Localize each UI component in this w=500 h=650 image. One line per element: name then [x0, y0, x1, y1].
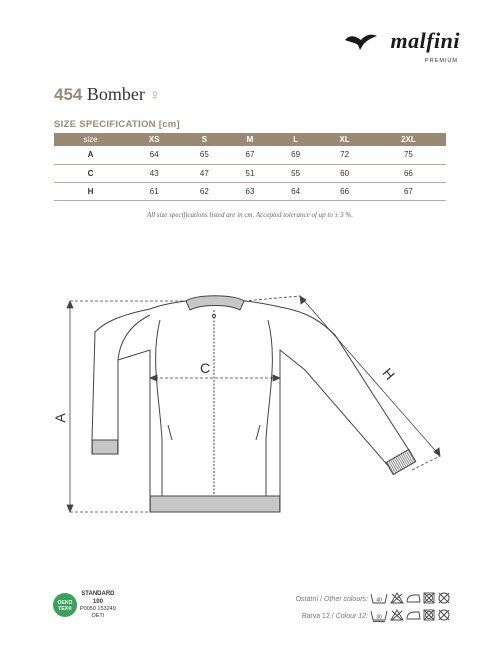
- care-symbols-colour-12: [370, 608, 460, 622]
- oeko-tex-badge-icon: [52, 592, 78, 618]
- table-cell: 43: [127, 164, 182, 182]
- colour-label-local: Ostatní: [295, 596, 319, 603]
- table-cell: 72: [318, 146, 370, 164]
- table-cell: A: [54, 146, 127, 164]
- table-row: [54, 164, 446, 182]
- header-cell: 2XL: [371, 133, 446, 146]
- oeko-standard-number: 100: [92, 598, 103, 605]
- oeko-certificate: P0050 153249: [80, 606, 116, 612]
- table-row: [54, 182, 446, 200]
- table-row: [54, 146, 446, 164]
- female-symbol-icon: ♀: [149, 88, 161, 104]
- bomber-jacket-drawing: [50, 285, 450, 525]
- tolerance-note: All size specifications listed are in cm. Accepted tolerance of up to ± 3 %.: [146, 211, 354, 219]
- table-cell: 64: [273, 182, 319, 200]
- iron-icon: [407, 595, 420, 602]
- header-cell: size: [54, 133, 127, 146]
- table-cell: 65: [182, 146, 228, 164]
- oeko-tex-text: [80, 591, 116, 620]
- table-cell: 64: [127, 146, 182, 164]
- table-header-row: [54, 133, 446, 146]
- colour-row-12: [302, 613, 368, 620]
- table-cell: 75: [371, 146, 446, 164]
- header-cell: M: [227, 133, 273, 146]
- care-symbols-other: [370, 591, 460, 605]
- oeko-institute: OETI: [91, 612, 105, 619]
- colour-label-local: Barva 12: [301, 613, 330, 620]
- table-cell: C: [54, 164, 127, 182]
- colour-label-en: Other colours:: [324, 596, 368, 603]
- colour-label-en: Colour 12:: [335, 613, 368, 620]
- bird-icon: [344, 30, 378, 52]
- svg-text:TEX®: TEX®: [58, 606, 72, 612]
- header-cell: XS: [127, 133, 182, 146]
- table-cell: 66: [371, 164, 446, 182]
- header-cell: XL: [318, 133, 370, 146]
- svg-text:OEKO: OEKO: [57, 600, 73, 606]
- wash-temp: 40: [376, 597, 382, 604]
- brand-logo: [340, 22, 460, 68]
- table-cell: 55: [273, 164, 319, 182]
- colour-label-separator: /: [318, 596, 325, 603]
- label-h: H: [379, 364, 399, 383]
- table-cell: 51: [227, 164, 273, 182]
- label-a: A: [52, 413, 68, 423]
- left-cuff-rib: [92, 440, 118, 454]
- brand-tagline: PREMIUM: [425, 58, 458, 64]
- table-cell: 67: [371, 182, 446, 200]
- table-cell: 61: [127, 182, 182, 200]
- colour-row-other: [296, 596, 368, 603]
- product-name: Bomber: [86, 84, 145, 104]
- table-cell: H: [54, 182, 127, 200]
- header-cell: L: [273, 133, 319, 146]
- size-table: [54, 133, 446, 201]
- wash-temp: 30: [376, 614, 382, 621]
- jacket-outline: [92, 301, 412, 500]
- table-cell: 66: [318, 182, 370, 200]
- product-code: 454: [54, 85, 83, 104]
- table-cell: 60: [318, 164, 370, 182]
- table-cell: 47: [182, 164, 228, 182]
- waistband-rib: [150, 496, 280, 512]
- size-spec-heading: SIZE SPECIFICATION [cm]: [54, 119, 181, 130]
- iron-icon: [407, 612, 420, 619]
- table-cell: 63: [227, 182, 273, 200]
- colour-label-separator: /: [329, 613, 336, 620]
- table-cell: 62: [182, 182, 228, 200]
- table-cell: 69: [273, 146, 319, 164]
- header-cell: S: [182, 133, 228, 146]
- brand-name: malfini: [390, 28, 460, 53]
- label-c: C: [199, 360, 211, 376]
- table-cell: 67: [227, 146, 273, 164]
- oeko-standard: STANDARD: [81, 591, 115, 597]
- product-title: [54, 84, 161, 105]
